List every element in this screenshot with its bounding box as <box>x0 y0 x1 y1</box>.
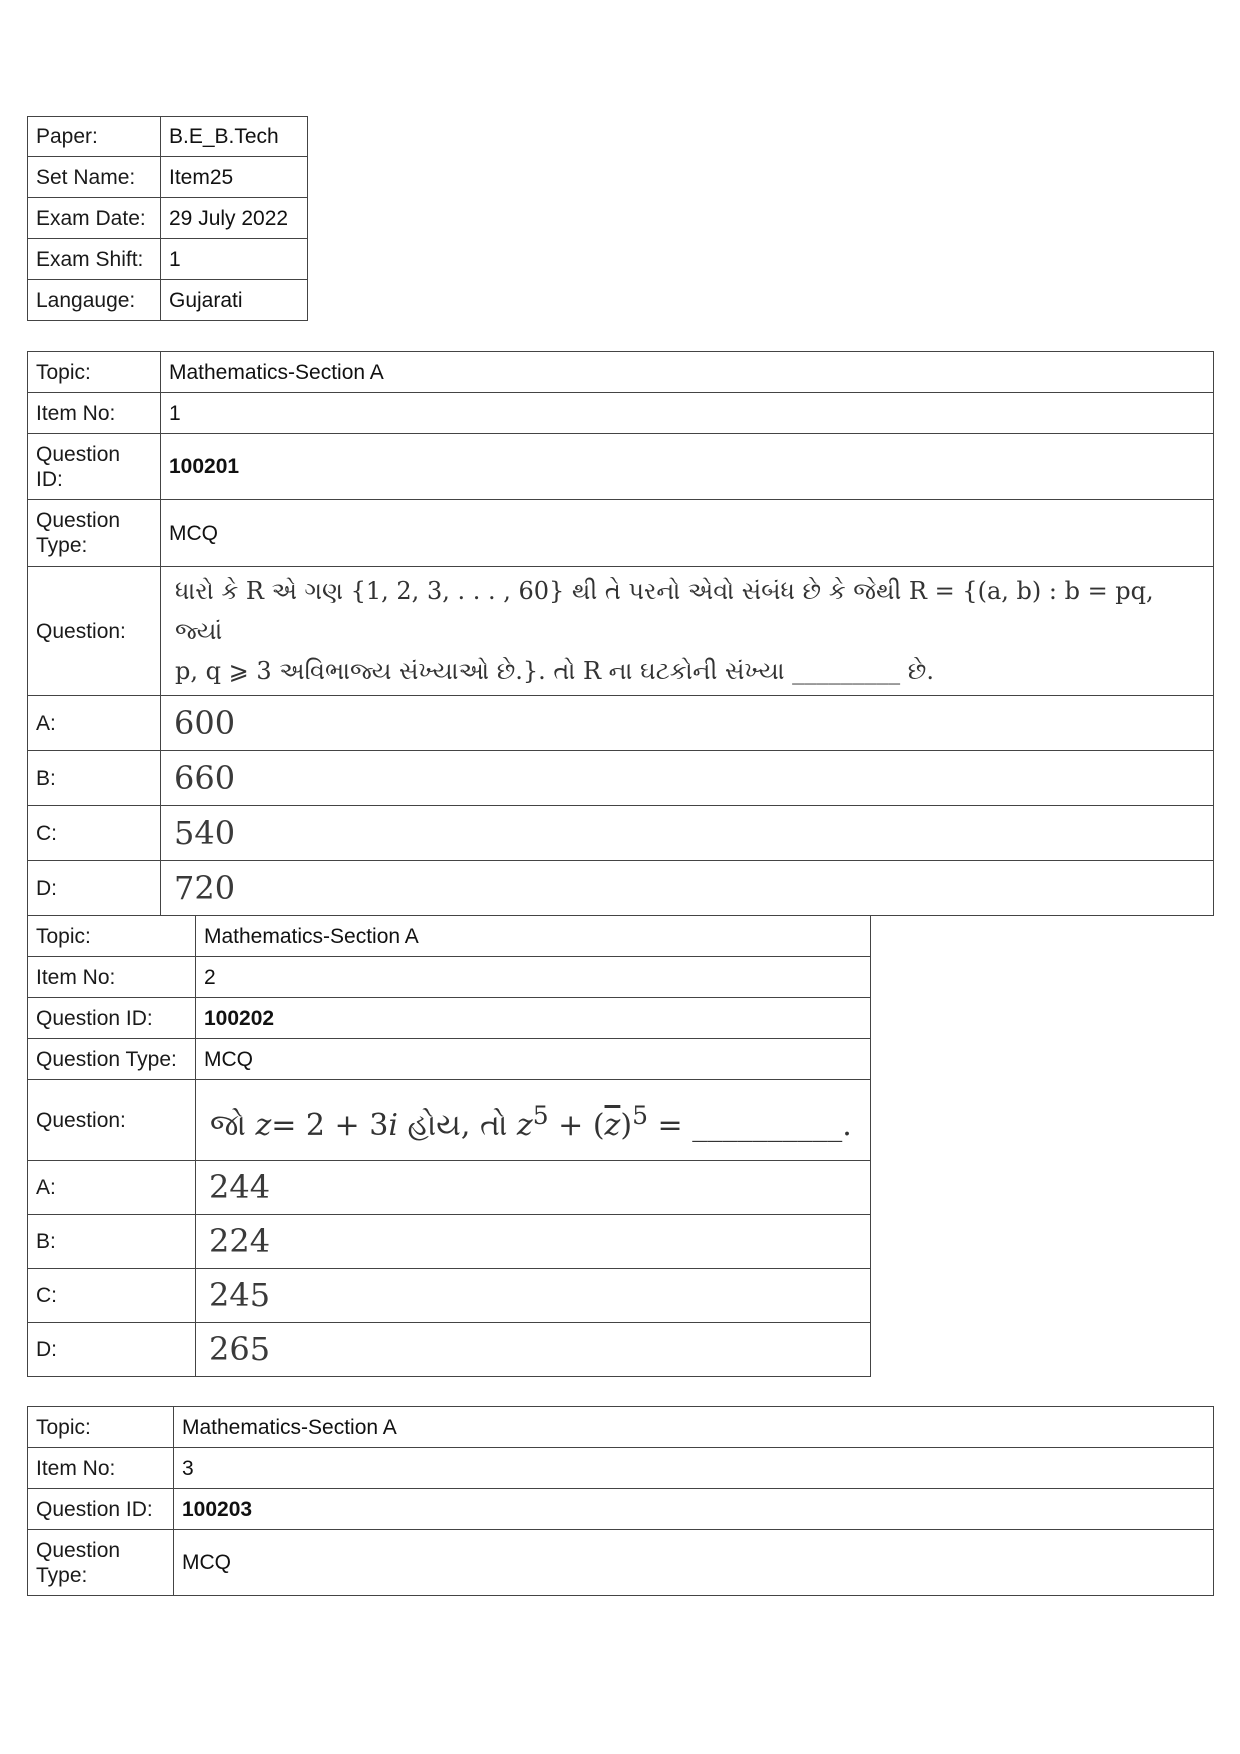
question-equation: = 2 + 3 <box>271 1107 389 1143</box>
option-c-value: 540 <box>161 806 1214 861</box>
question-type-label: Question Type: <box>28 1039 196 1080</box>
question-line-2: p, q ⩾ 3 અવિભાજ્ય સંખ્યાઓ છે.}. તો R ના ઘટકોની સંખ્યા _________ છે. <box>175 657 934 685</box>
option-b-value: 660 <box>161 751 1214 806</box>
question-text <box>161 567 1214 696</box>
question-middle: હોય, તો <box>407 1107 508 1143</box>
option-b-row <box>28 751 1214 806</box>
item-no-row <box>28 1448 1214 1489</box>
option-d-value: 265 <box>196 1323 871 1377</box>
question-type-value: MCQ <box>174 1530 1214 1596</box>
option-b-value: 224 <box>196 1215 871 1269</box>
question-row <box>28 567 1214 696</box>
option-d-row <box>28 1323 871 1377</box>
exam-shift-label: Exam Shift: <box>28 239 161 280</box>
question-type-label: Question Type: <box>28 1530 174 1596</box>
option-d-value: 720 <box>161 861 1214 916</box>
question-exponent-1: 5 <box>532 1100 549 1130</box>
exam-shift-value: 1 <box>161 239 308 280</box>
question-type-label: Question Type: <box>28 500 161 567</box>
topic-row <box>28 916 871 957</box>
option-c-value: 245 <box>196 1269 871 1323</box>
question-id-row <box>28 434 1214 500</box>
topic-row <box>28 1407 1214 1448</box>
topic-value: Mathematics-Section A <box>161 352 1214 393</box>
option-c-row <box>28 806 1214 861</box>
option-d-label: D: <box>28 1323 196 1377</box>
question-row <box>28 1080 871 1161</box>
option-a-value: 600 <box>161 696 1214 751</box>
question-z-power-base: z <box>516 1107 533 1143</box>
item-no-label: Item No: <box>28 393 161 434</box>
question-type-value: MCQ <box>196 1039 871 1080</box>
question-type-row <box>28 1530 1214 1596</box>
topic-label: Topic: <box>28 1407 174 1448</box>
question-1-table <box>27 351 1214 916</box>
set-name-value: Item25 <box>161 157 308 198</box>
question-id-value: 100201 <box>161 434 1214 500</box>
item-no-row <box>28 957 871 998</box>
option-a-row <box>28 696 1214 751</box>
exam-date-label: Exam Date: <box>28 198 161 239</box>
question-type-value: MCQ <box>161 500 1214 567</box>
language-label: Langauge: <box>28 280 161 321</box>
option-a-value: 244 <box>196 1161 871 1215</box>
item-no-label: Item No: <box>28 957 196 998</box>
item-no-value: 2 <box>196 957 871 998</box>
set-name-row <box>28 157 308 198</box>
paper-label: Paper: <box>28 117 161 157</box>
question-id-label: Question ID: <box>28 434 161 500</box>
exam-date-row <box>28 198 308 239</box>
option-d-row <box>28 861 1214 916</box>
question-2-table <box>27 915 871 1377</box>
question-z-var: z <box>255 1107 272 1143</box>
option-b-row <box>28 1215 871 1269</box>
item-no-value: 1 <box>161 393 1214 434</box>
exam-shift-row <box>28 239 308 280</box>
language-value: Gujarati <box>161 280 308 321</box>
question-text: જો z= 2 + 3i હોય, તો $z^5 + (\overline{z})^5$ = __________. <box>196 1080 871 1161</box>
question-id-row <box>28 998 871 1039</box>
question-label: Question: <box>28 1080 196 1161</box>
question-end: = __________. <box>657 1107 852 1143</box>
option-a-label: A: <box>28 696 161 751</box>
topic-label: Topic: <box>28 916 196 957</box>
item-no-row <box>28 393 1214 434</box>
question-id-value: 100203 <box>174 1489 1214 1530</box>
option-c-label: C: <box>28 1269 196 1323</box>
question-id-row <box>28 1489 1214 1530</box>
option-b-label: B: <box>28 751 161 806</box>
topic-row <box>28 352 1214 393</box>
question-id-label: Question ID: <box>28 1489 174 1530</box>
option-c-row <box>28 1269 871 1323</box>
language-row <box>28 280 308 321</box>
paper-value: B.E_B.Tech <box>161 117 308 157</box>
question-line-1: ધારો કે R એ ગણ {1, 2, 3, . . . , 60} થી તે પરનો એવો સંબંધ છે કે જેથી R = {(a, b) : b = pq, જ્યાં <box>175 577 1154 645</box>
item-no-value: 3 <box>174 1448 1214 1489</box>
topic-value: Mathematics-Section A <box>174 1407 1214 1448</box>
exam-info-table <box>27 116 308 321</box>
option-c-label: C: <box>28 806 161 861</box>
paper-row <box>28 117 308 157</box>
question-3-table <box>27 1406 1214 1596</box>
question-exponent-2: 5 <box>632 1100 648 1130</box>
question-type-row <box>28 500 1214 567</box>
topic-value: Mathematics-Section A <box>196 916 871 957</box>
question-z-conjugate: $\overline{z}$ <box>604 1107 621 1143</box>
option-a-row <box>28 1161 871 1215</box>
question-prefix: જો <box>210 1107 246 1143</box>
question-id-value: 100202 <box>196 998 871 1039</box>
set-name-label: Set Name: <box>28 157 161 198</box>
exam-date-value: 29 July 2022 <box>161 198 308 239</box>
option-d-label: D: <box>28 861 161 916</box>
question-imaginary-unit: i <box>388 1107 398 1143</box>
option-b-label: B: <box>28 1215 196 1269</box>
question-id-label: Question ID: <box>28 998 196 1039</box>
item-no-label: Item No: <box>28 1448 174 1489</box>
question-label: Question: <box>28 567 161 696</box>
question-type-row <box>28 1039 871 1080</box>
option-a-label: A: <box>28 1161 196 1215</box>
topic-label: Topic: <box>28 352 161 393</box>
